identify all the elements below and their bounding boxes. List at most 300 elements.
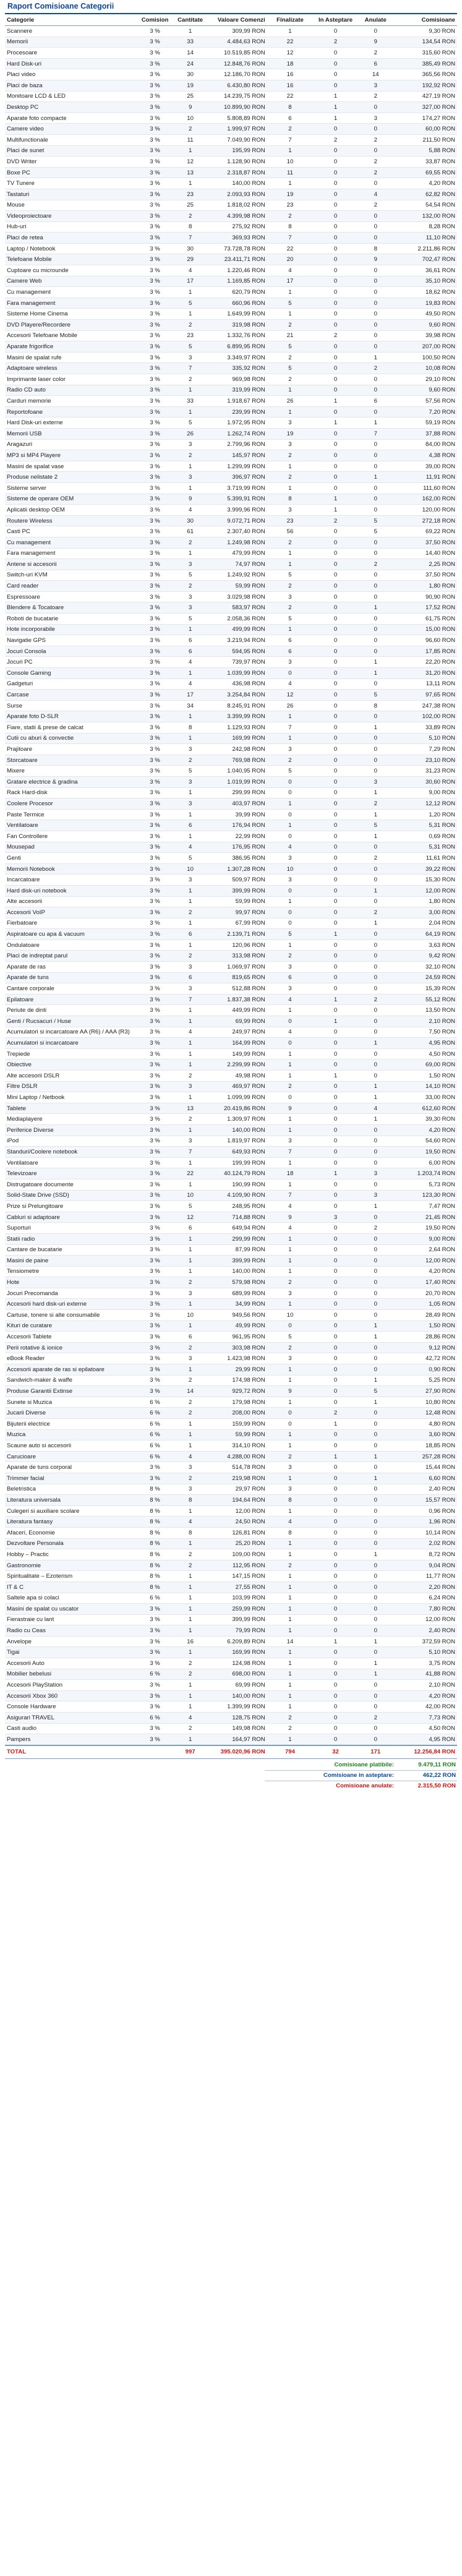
- cell-comisioane: 10,08 RON: [393, 363, 457, 374]
- cell-comision: 3 %: [137, 1690, 173, 1701]
- table-row: [5, 711, 457, 722]
- cell-cantitate: 1: [173, 1244, 207, 1256]
- table-row: [5, 559, 457, 570]
- cell-anulate: 1: [358, 885, 393, 896]
- table-row: [5, 918, 457, 929]
- cell-categorie: Ventilatoare: [5, 820, 137, 831]
- cell-anulate: 5: [358, 690, 393, 701]
- cell-categorie: Reportofoane: [5, 406, 137, 417]
- cell-asteptare: 2: [313, 515, 357, 526]
- cell-cantitate: 2: [173, 1375, 207, 1386]
- cell-anulate: 1: [358, 1375, 393, 1386]
- cell-categorie: Prize si Prelungitoare: [5, 1201, 137, 1212]
- summary-asteptare-label: Comisioane in asteptare:: [323, 1771, 394, 1779]
- cell-valoare: 2.093,93 RON: [207, 189, 267, 200]
- cell-valoare: 969,98 RON: [207, 374, 267, 385]
- cell-comisioane: 9,42 RON: [393, 951, 457, 962]
- table-row: [5, 341, 457, 353]
- cell-cantitate: 1: [173, 1266, 207, 1277]
- cell-comision: 3 %: [137, 320, 173, 331]
- cell-cantitate: 3: [173, 875, 207, 886]
- cell-cantitate: 1: [173, 1124, 207, 1136]
- cell-finalizate: 4: [267, 842, 314, 853]
- cell-finalizate: 1: [267, 406, 314, 417]
- cell-anulate: 0: [358, 482, 393, 494]
- cell-valoare: 4.109,90 RON: [207, 1190, 267, 1201]
- table-row: [5, 145, 457, 156]
- cell-comision: 3 %: [137, 1114, 173, 1125]
- cell-asteptare: 0: [313, 1604, 357, 1615]
- cell-anulate: 0: [358, 1408, 393, 1419]
- cell-finalizate: 1: [267, 1071, 314, 1082]
- cell-comisioane: 1,50 RON: [393, 1071, 457, 1082]
- cell-asteptare: 0: [313, 1734, 357, 1745]
- cell-anulate: 0: [358, 1538, 393, 1549]
- cell-comision: 3 %: [137, 26, 173, 37]
- cell-valoare: 399,99 RON: [207, 885, 267, 896]
- cell-comisioane: 15,44 RON: [393, 1462, 457, 1473]
- cell-comision: 3 %: [137, 58, 173, 69]
- cell-categorie: Produse Garantii Extinse: [5, 1386, 137, 1397]
- cell-categorie: Spiritualitate – Ezoterism: [5, 1571, 137, 1582]
- cell-finalizate: 8: [267, 494, 314, 505]
- cell-anulate: 2: [358, 363, 393, 374]
- cell-anulate: 0: [358, 1560, 393, 1571]
- cell-anulate: 1: [358, 1081, 393, 1092]
- cell-cantitate: 1: [173, 1320, 207, 1332]
- cell-categorie: Carduri memorie: [5, 396, 137, 407]
- cell-cantitate: 16: [173, 1636, 207, 1647]
- table-row: [5, 189, 457, 200]
- cell-anulate: 5: [358, 1386, 393, 1397]
- cell-valoare: 103,99 RON: [207, 1593, 267, 1604]
- cell-valoare: 59,99 RON: [207, 896, 267, 907]
- cell-comisioane: 49,50 RON: [393, 309, 457, 320]
- cell-anulate: 0: [358, 341, 393, 353]
- cell-cantitate: 30: [173, 69, 207, 80]
- cell-valoare: 509,97 RON: [207, 875, 267, 886]
- cell-categorie: Jocuri Precomanda: [5, 1288, 137, 1299]
- cell-comision: 3 %: [137, 657, 173, 668]
- col-header-in-asteptare[interactable]: In Asteptare: [313, 14, 357, 26]
- cell-cantitate: 1: [173, 1299, 207, 1310]
- cell-asteptare: 0: [313, 1081, 357, 1092]
- cell-comision: 3 %: [137, 505, 173, 516]
- cell-finalizate: 0: [267, 1038, 314, 1049]
- cell-valoare: 1.837,38 RON: [207, 994, 267, 1005]
- cell-finalizate: 2: [267, 1277, 314, 1288]
- cell-comisioane: 0,96 RON: [393, 1505, 457, 1517]
- cell-valoare: 79,99 RON: [207, 1625, 267, 1637]
- cell-cantitate: 1: [173, 787, 207, 798]
- cell-comisioane: 5,31 RON: [393, 820, 457, 831]
- table-row: [5, 276, 457, 287]
- cell-cantitate: 2: [173, 1473, 207, 1484]
- cell-asteptare: 1: [313, 929, 357, 940]
- table-row: [5, 450, 457, 461]
- cell-asteptare: 0: [313, 1027, 357, 1038]
- cell-anulate: 0: [358, 439, 393, 450]
- cell-categorie: Bijuterii electrice: [5, 1419, 137, 1430]
- cell-asteptare: 0: [313, 1332, 357, 1343]
- cell-anulate: 0: [358, 766, 393, 777]
- table-row: [5, 831, 457, 842]
- cell-valoare: 1.818,02 RON: [207, 200, 267, 211]
- cell-comision: 3 %: [137, 134, 173, 145]
- cell-valoare: 299,99 RON: [207, 787, 267, 798]
- cell-finalizate: 1: [267, 1157, 314, 1168]
- cell-comision: 3 %: [137, 124, 173, 135]
- cell-comision: 3 %: [137, 1625, 173, 1637]
- cell-finalizate: 10: [267, 1310, 314, 1321]
- cell-categorie: Scaune auto si accesorii: [5, 1440, 137, 1452]
- cell-valoare: 335,92 RON: [207, 363, 267, 374]
- cell-categorie: Radio CD auto: [5, 385, 137, 396]
- cell-finalizate: 3: [267, 875, 314, 886]
- cell-cantitate: 8: [173, 1495, 207, 1506]
- cell-finalizate: 1: [267, 1734, 314, 1745]
- cell-finalizate: 9: [267, 1103, 314, 1114]
- cell-comision: 6 %: [137, 1713, 173, 1724]
- total-finalizate: 794: [267, 1745, 314, 1759]
- cell-asteptare: 0: [313, 1581, 357, 1593]
- cell-anulate: 0: [358, 1690, 393, 1701]
- cell-comisioane: 59,19 RON: [393, 417, 457, 429]
- cell-comision: 3 %: [137, 1092, 173, 1103]
- cell-anulate: 6: [358, 396, 393, 407]
- cell-valoare: 176,94 RON: [207, 820, 267, 831]
- cell-anulate: 0: [358, 1495, 393, 1506]
- cell-comision: 3 %: [137, 494, 173, 505]
- cell-cantitate: 1: [173, 309, 207, 320]
- cell-valoare: 242,98 RON: [207, 744, 267, 755]
- cell-categorie: Sisteme de operare OEM: [5, 494, 137, 505]
- cell-valoare: 769,98 RON: [207, 755, 267, 766]
- cell-comisioane: 4,80 RON: [393, 1419, 457, 1430]
- cell-comision: 3 %: [137, 243, 173, 254]
- cell-comision: 3 %: [137, 1310, 173, 1321]
- cell-cantitate: 1: [173, 809, 207, 820]
- cell-anulate: 0: [358, 1429, 393, 1440]
- cell-cantitate: 2: [173, 1397, 207, 1408]
- cell-anulate: 1: [358, 417, 393, 429]
- cell-comisioane: 327,00 RON: [393, 102, 457, 113]
- cell-categorie: Statii radio: [5, 1233, 137, 1244]
- table-row: [5, 1723, 457, 1734]
- cell-categorie: Tastaturi: [5, 189, 137, 200]
- cell-comision: 3 %: [137, 809, 173, 820]
- cell-asteptare: 0: [313, 145, 357, 156]
- cell-valoare: 99,97 RON: [207, 907, 267, 918]
- cell-finalizate: 7: [267, 233, 314, 244]
- cell-finalizate: 2: [267, 1342, 314, 1353]
- cell-finalizate: 0: [267, 918, 314, 929]
- cell-comisioane: 211,50 RON: [393, 134, 457, 145]
- cell-cantitate: 1: [173, 1680, 207, 1691]
- cell-comision: 3 %: [137, 1701, 173, 1713]
- cell-asteptare: 0: [313, 896, 357, 907]
- cell-finalizate: 17: [267, 276, 314, 287]
- cell-categorie: Acumulatori si incarcatoare: [5, 1038, 137, 1049]
- cell-comisioane: 15,30 RON: [393, 875, 457, 886]
- cell-cantitate: 1: [173, 1614, 207, 1625]
- table-row: [5, 254, 457, 265]
- cell-finalizate: 5: [267, 570, 314, 581]
- cell-anulate: 0: [358, 1419, 393, 1430]
- cell-anulate: 0: [358, 265, 393, 276]
- cell-valoare: 1.649,99 RON: [207, 309, 267, 320]
- cell-comisioane: 8,72 RON: [393, 1549, 457, 1560]
- cell-finalizate: 2: [267, 1451, 314, 1462]
- cell-comisioane: 33,87 RON: [393, 156, 457, 168]
- cell-anulate: 5: [358, 820, 393, 831]
- cell-valoare: 714,88 RON: [207, 1212, 267, 1223]
- cell-comision: 3 %: [137, 374, 173, 385]
- cell-categorie: Placi video: [5, 69, 137, 80]
- cell-categorie: Antene si accesorii: [5, 559, 137, 570]
- cell-anulate: 0: [358, 406, 393, 417]
- cell-finalizate: 1: [267, 287, 314, 298]
- cell-anulate: 0: [358, 1505, 393, 1517]
- cell-comisioane: 4,20 RON: [393, 178, 457, 189]
- cell-valoare: 12.848,76 RON: [207, 58, 267, 69]
- summary-platibile-value: 9.479,11 RON: [418, 1761, 456, 1768]
- cell-valoare: 1.819,97 RON: [207, 1136, 267, 1147]
- cell-comisioane: 4,20 RON: [393, 1124, 457, 1136]
- cell-comisioane: 1,50 RON: [393, 1320, 457, 1332]
- table-row: [5, 635, 457, 646]
- cell-comision: 3 %: [137, 678, 173, 690]
- cell-comision: 3 %: [137, 1353, 173, 1364]
- cell-finalizate: 1: [267, 1124, 314, 1136]
- cell-comision: 3 %: [137, 1647, 173, 1658]
- cell-comisioane: 69,55 RON: [393, 167, 457, 178]
- cell-anulate: 4: [358, 189, 393, 200]
- cell-anulate: 2: [358, 1223, 393, 1234]
- cell-finalizate: 3: [267, 1462, 314, 1473]
- cell-comision: 3 %: [137, 1375, 173, 1386]
- total-cantitate: 997: [173, 1745, 207, 1759]
- cell-valoare: 120,96 RON: [207, 939, 267, 951]
- table-row: [5, 526, 457, 537]
- cell-cantitate: 1: [173, 26, 207, 37]
- cell-comisioane: 11,61 RON: [393, 853, 457, 864]
- cell-categorie: Accesorii hard disk-uri externe: [5, 1299, 137, 1310]
- cell-categorie: Aparate foto compacte: [5, 113, 137, 124]
- cell-categorie: Aparate de ras: [5, 962, 137, 973]
- table-row: [5, 994, 457, 1005]
- cell-anulate: 0: [358, 297, 393, 309]
- cell-asteptare: 0: [313, 265, 357, 276]
- cell-comision: 3 %: [137, 722, 173, 734]
- cell-comision: 3 %: [137, 439, 173, 450]
- cell-anulate: 0: [358, 1179, 393, 1190]
- cell-cantitate: 12: [173, 1212, 207, 1223]
- cell-cantitate: 1: [173, 1005, 207, 1016]
- cell-finalizate: 3: [267, 417, 314, 429]
- cell-cantitate: 1: [173, 885, 207, 896]
- cell-finalizate: 3: [267, 657, 314, 668]
- cell-comision: 3 %: [137, 1103, 173, 1114]
- cell-asteptare: 0: [313, 297, 357, 309]
- table-row: [5, 26, 457, 37]
- table-row: [5, 602, 457, 614]
- table-row: [5, 1332, 457, 1343]
- cell-valoare: 313,98 RON: [207, 951, 267, 962]
- cell-valoare: 208,00 RON: [207, 1408, 267, 1419]
- col-header-valoare-comenzi[interactable]: Valoare Comenzi: [207, 14, 267, 26]
- cell-asteptare: 0: [313, 885, 357, 896]
- col-header-categorie[interactable]: Categorie: [5, 14, 137, 26]
- cell-finalizate: 6: [267, 113, 314, 124]
- cell-cantitate: 13: [173, 167, 207, 178]
- cell-comision: 3 %: [137, 102, 173, 113]
- cell-comision: 3 %: [137, 156, 173, 168]
- cell-comisioane: 12,48 RON: [393, 1408, 457, 1419]
- cell-categorie: Accesorii Tablete: [5, 1332, 137, 1343]
- total-row: [5, 1745, 457, 1759]
- cell-comisioane: 20,70 RON: [393, 1288, 457, 1299]
- cell-comision: 3 %: [137, 1342, 173, 1353]
- cell-valoare: 1.307,28 RON: [207, 863, 267, 875]
- cell-cantitate: 6: [173, 820, 207, 831]
- cell-cantitate: 25: [173, 91, 207, 102]
- cell-categorie: Accesorii Auto: [5, 1658, 137, 1669]
- cell-anulate: 0: [358, 624, 393, 635]
- table-row: [5, 1484, 457, 1495]
- cell-comisioane: 27,90 RON: [393, 1386, 457, 1397]
- cell-cantitate: 19: [173, 80, 207, 91]
- cell-anulate: 0: [358, 1136, 393, 1147]
- cell-cantitate: 6: [173, 635, 207, 646]
- cell-categorie: Multifunctionale: [5, 134, 137, 145]
- cell-asteptare: 0: [313, 80, 357, 91]
- cell-comisioane: 2,10 RON: [393, 1680, 457, 1691]
- col-header-cantitate[interactable]: Cantitate: [173, 14, 207, 26]
- cell-comisioane: 15,57 RON: [393, 1495, 457, 1506]
- cell-finalizate: 1: [267, 1233, 314, 1244]
- table-row: [5, 929, 457, 940]
- cell-anulate: 0: [358, 233, 393, 244]
- cell-anulate: 0: [358, 1048, 393, 1059]
- cell-asteptare: 0: [313, 820, 357, 831]
- summary-asteptare: [5, 1771, 457, 1780]
- cell-comisioane: 11,91 RON: [393, 472, 457, 483]
- cell-categorie: Adaptoare wireless: [5, 363, 137, 374]
- table-row: [5, 472, 457, 483]
- cell-anulate: 0: [358, 537, 393, 548]
- cell-comisioane: 5,88 RON: [393, 145, 457, 156]
- total-comision: [137, 1745, 173, 1759]
- cell-anulate: 4: [358, 1103, 393, 1114]
- cell-finalizate: 3: [267, 1484, 314, 1495]
- cell-cantitate: 2: [173, 320, 207, 331]
- col-header-anulate[interactable]: Anulate: [358, 14, 393, 26]
- cell-finalizate: 6: [267, 646, 314, 657]
- cell-finalizate: 19: [267, 189, 314, 200]
- cell-comisioane: 134,54 RON: [393, 36, 457, 48]
- cell-asteptare: 0: [313, 939, 357, 951]
- cell-cantitate: 13: [173, 1103, 207, 1114]
- cell-valoare: 1.040,95 RON: [207, 766, 267, 777]
- table-row: [5, 1713, 457, 1724]
- cell-valoare: 140,00 RON: [207, 1266, 267, 1277]
- cell-finalizate: 2: [267, 450, 314, 461]
- cell-asteptare: 0: [313, 233, 357, 244]
- cell-categorie: Hard Disk-uri externe: [5, 417, 137, 429]
- cell-finalizate: 4: [267, 994, 314, 1005]
- table-row: [5, 591, 457, 602]
- col-header-comision[interactable]: Comision: [137, 14, 173, 26]
- cell-comision: 3 %: [137, 1223, 173, 1234]
- cell-anulate: 0: [358, 1593, 393, 1604]
- cell-comision: 3 %: [137, 983, 173, 995]
- cell-finalizate: 1: [267, 178, 314, 189]
- cell-finalizate: 4: [267, 678, 314, 690]
- cell-comisioane: 0,69 RON: [393, 831, 457, 842]
- cell-categorie: Standuri/Coolere notebook: [5, 1147, 137, 1158]
- cell-valoare: 7.049,90 RON: [207, 134, 267, 145]
- cell-valoare: 1.249,98 RON: [207, 537, 267, 548]
- table-header-row: [5, 14, 457, 26]
- cell-cantitate: 1: [173, 1256, 207, 1267]
- table-row: [5, 102, 457, 113]
- cell-cantitate: 3: [173, 1136, 207, 1147]
- cell-anulate: 1: [358, 1549, 393, 1560]
- cell-categorie: MP3 si MP4 Playere: [5, 450, 137, 461]
- table-row: [5, 297, 457, 309]
- cell-comisioane: 96,60 RON: [393, 635, 457, 646]
- cell-asteptare: 2: [313, 330, 357, 341]
- col-header-finalizate[interactable]: Finalizate: [267, 14, 314, 26]
- cell-finalizate: 1: [267, 896, 314, 907]
- col-header-comisioane[interactable]: Comisioane: [393, 14, 457, 26]
- cell-asteptare: 0: [313, 798, 357, 810]
- table-row: [5, 1549, 457, 1560]
- cell-anulate: 0: [358, 635, 393, 646]
- cell-valoare: 109,00 RON: [207, 1549, 267, 1560]
- cell-cantitate: 10: [173, 1190, 207, 1201]
- cell-asteptare: 0: [313, 559, 357, 570]
- cell-finalizate: 1: [267, 1669, 314, 1680]
- cell-anulate: 0: [358, 102, 393, 113]
- cell-finalizate: 1: [267, 1604, 314, 1615]
- cell-asteptare: 0: [313, 962, 357, 973]
- cell-comision: 3 %: [137, 711, 173, 722]
- cell-finalizate: 1: [267, 1680, 314, 1691]
- cell-anulate: 0: [358, 374, 393, 385]
- cell-finalizate: 1: [267, 1397, 314, 1408]
- cell-anulate: 0: [358, 962, 393, 973]
- cell-comision: 3 %: [137, 875, 173, 886]
- cell-asteptare: 3: [313, 1212, 357, 1223]
- cell-finalizate: 3: [267, 1136, 314, 1147]
- cell-anulate: 3: [358, 80, 393, 91]
- cell-comision: 3 %: [137, 1005, 173, 1016]
- cell-valoare: 195,99 RON: [207, 145, 267, 156]
- cell-asteptare: 1: [313, 1168, 357, 1179]
- cell-valoare: 194,64 RON: [207, 1495, 267, 1506]
- cell-finalizate: 2: [267, 951, 314, 962]
- cell-comisioane: 4,20 RON: [393, 1690, 457, 1701]
- cell-valoare: 6.209,89 RON: [207, 1636, 267, 1647]
- cell-finalizate: 1: [267, 1658, 314, 1669]
- cell-anulate: 1: [358, 472, 393, 483]
- cell-finalizate: 1: [267, 1593, 314, 1604]
- cell-finalizate: 1: [267, 1256, 314, 1267]
- cell-anulate: 2: [358, 1713, 393, 1724]
- cell-comision: 3 %: [137, 1147, 173, 1158]
